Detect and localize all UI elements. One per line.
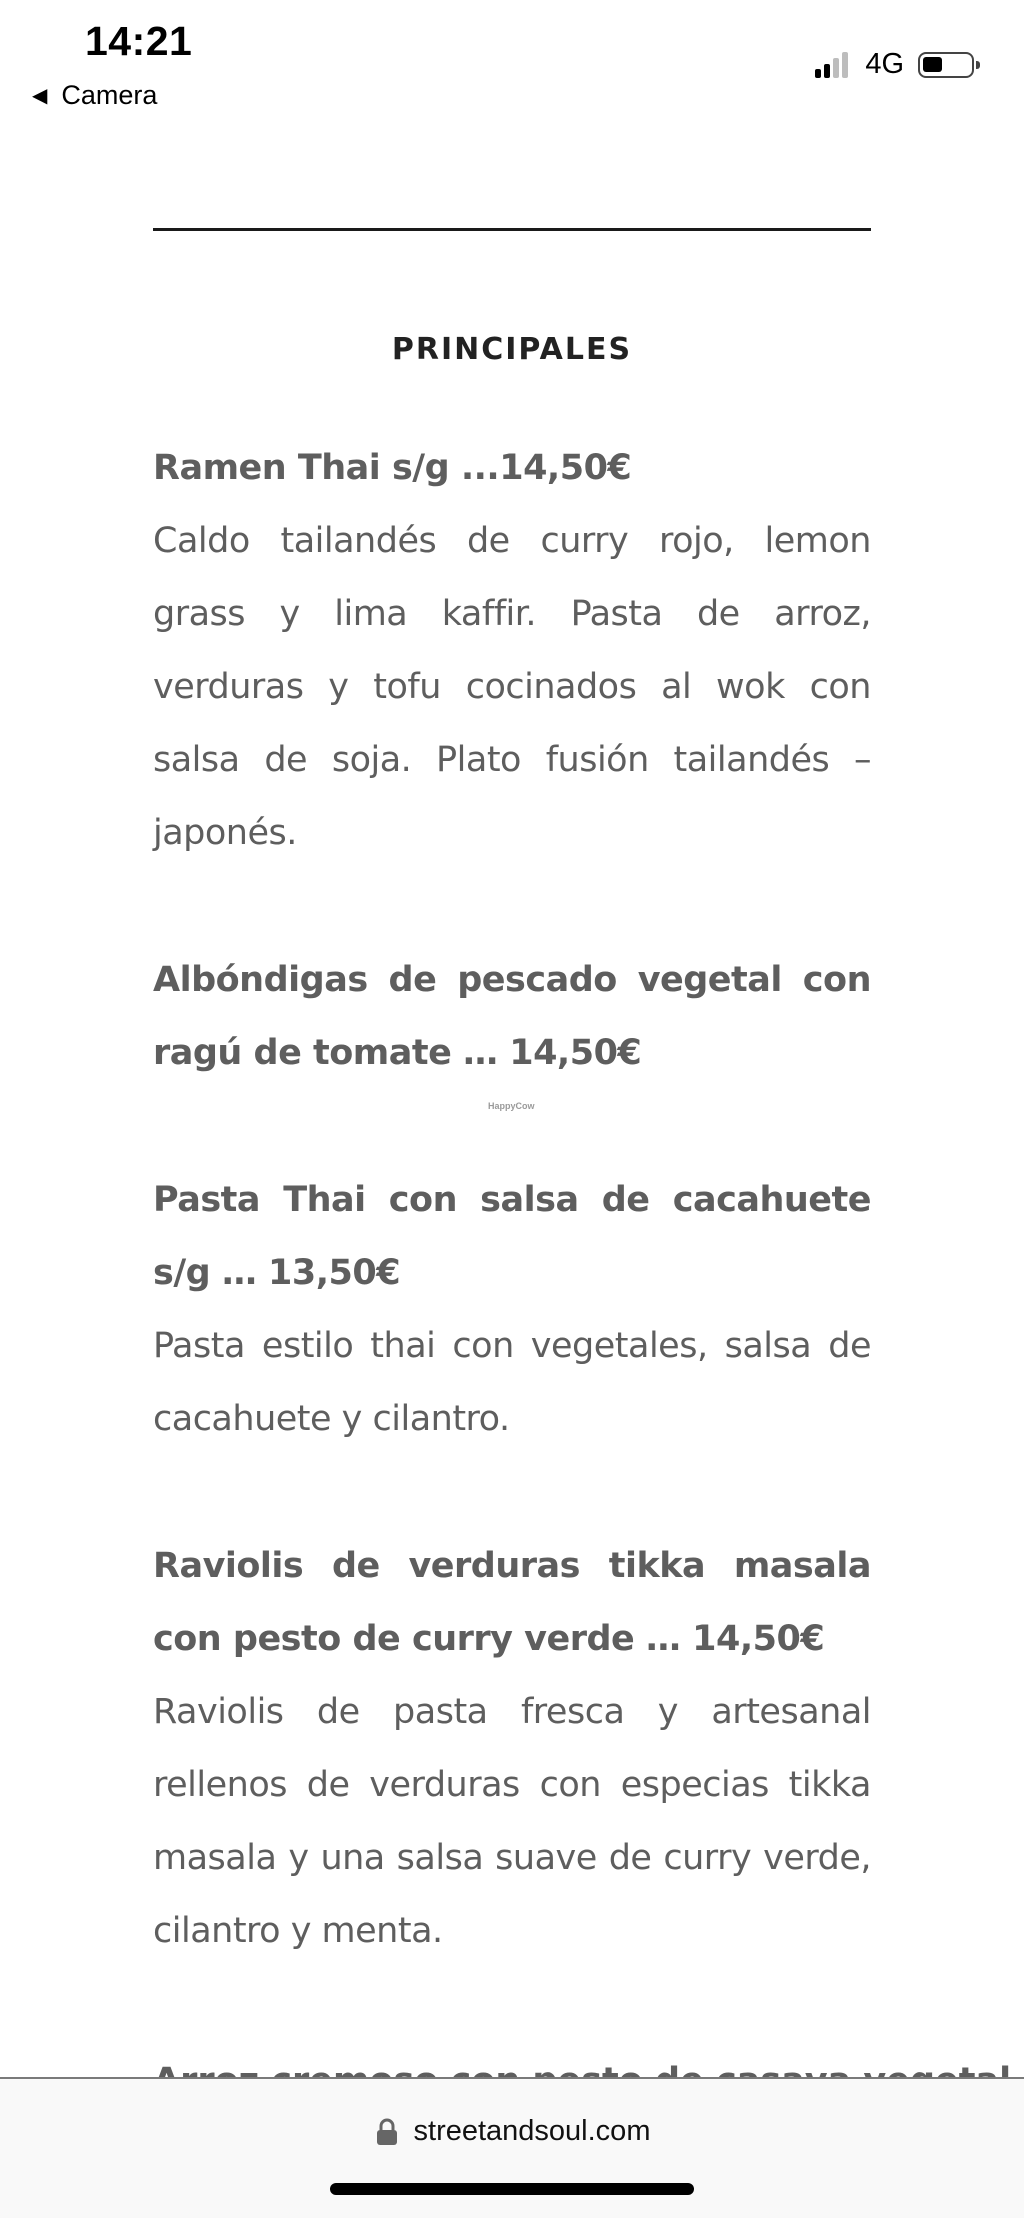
dish-title: Raviolis de verduras tikka masala con pesto de curry verde … 14,50€ [153,1546,871,1659]
cut-off-dish-title [153,2045,871,2077]
status-indicators [815,48,974,81]
dish-title: Ramen Thai s/g ...14,50€ [153,448,632,488]
battery-icon [918,52,974,78]
address-bar[interactable] [0,2115,1024,2148]
happycow-watermark: HappyCow [488,1101,535,1111]
menu-item [153,1530,871,1968]
browser-bottom-bar [0,2077,1024,2218]
menu-item [153,432,871,870]
network-type: 4G [865,48,904,80]
lock-icon [374,2117,400,2147]
dish-title: Albóndigas de pescado vegetal con ragú de tomate … 14,50€ [153,960,871,1073]
status-time: 14:21 [85,18,193,64]
back-to-camera-button[interactable] [32,80,157,111]
url-text: streetandsoul.com [413,2115,651,2147]
menu-item [153,944,871,1090]
back-arrow-icon: ◀ [32,85,48,107]
section-divider [153,228,871,231]
dish-description: Caldo tailandés de curry rojo, lemon grass y lima kaffir. Pasta de arroz, verduras y tofu cocinados al wok con salsa de soja. Plato fusión tailandés – japonés. [153,521,871,853]
dish-description: Pasta estilo thai con vegetales, salsa de cacahuete y cilantro. [153,1326,871,1439]
home-indicator[interactable] [330,2183,694,2195]
menu-list [153,432,871,2042]
back-label: Camera [61,80,158,110]
dish-description: Raviolis de pasta fresca y artesanal rellenos de verduras con especias tikka masala y una salsa suave de curry verde, cilantro y menta. [153,1692,871,1951]
cellular-signal-icon [815,52,851,78]
menu-item [153,1164,871,1456]
section-title: PRINCIPALES [391,332,633,367]
dish-title: Pasta Thai con salsa de cacahuete s/g … 13,50€ [153,1180,871,1293]
